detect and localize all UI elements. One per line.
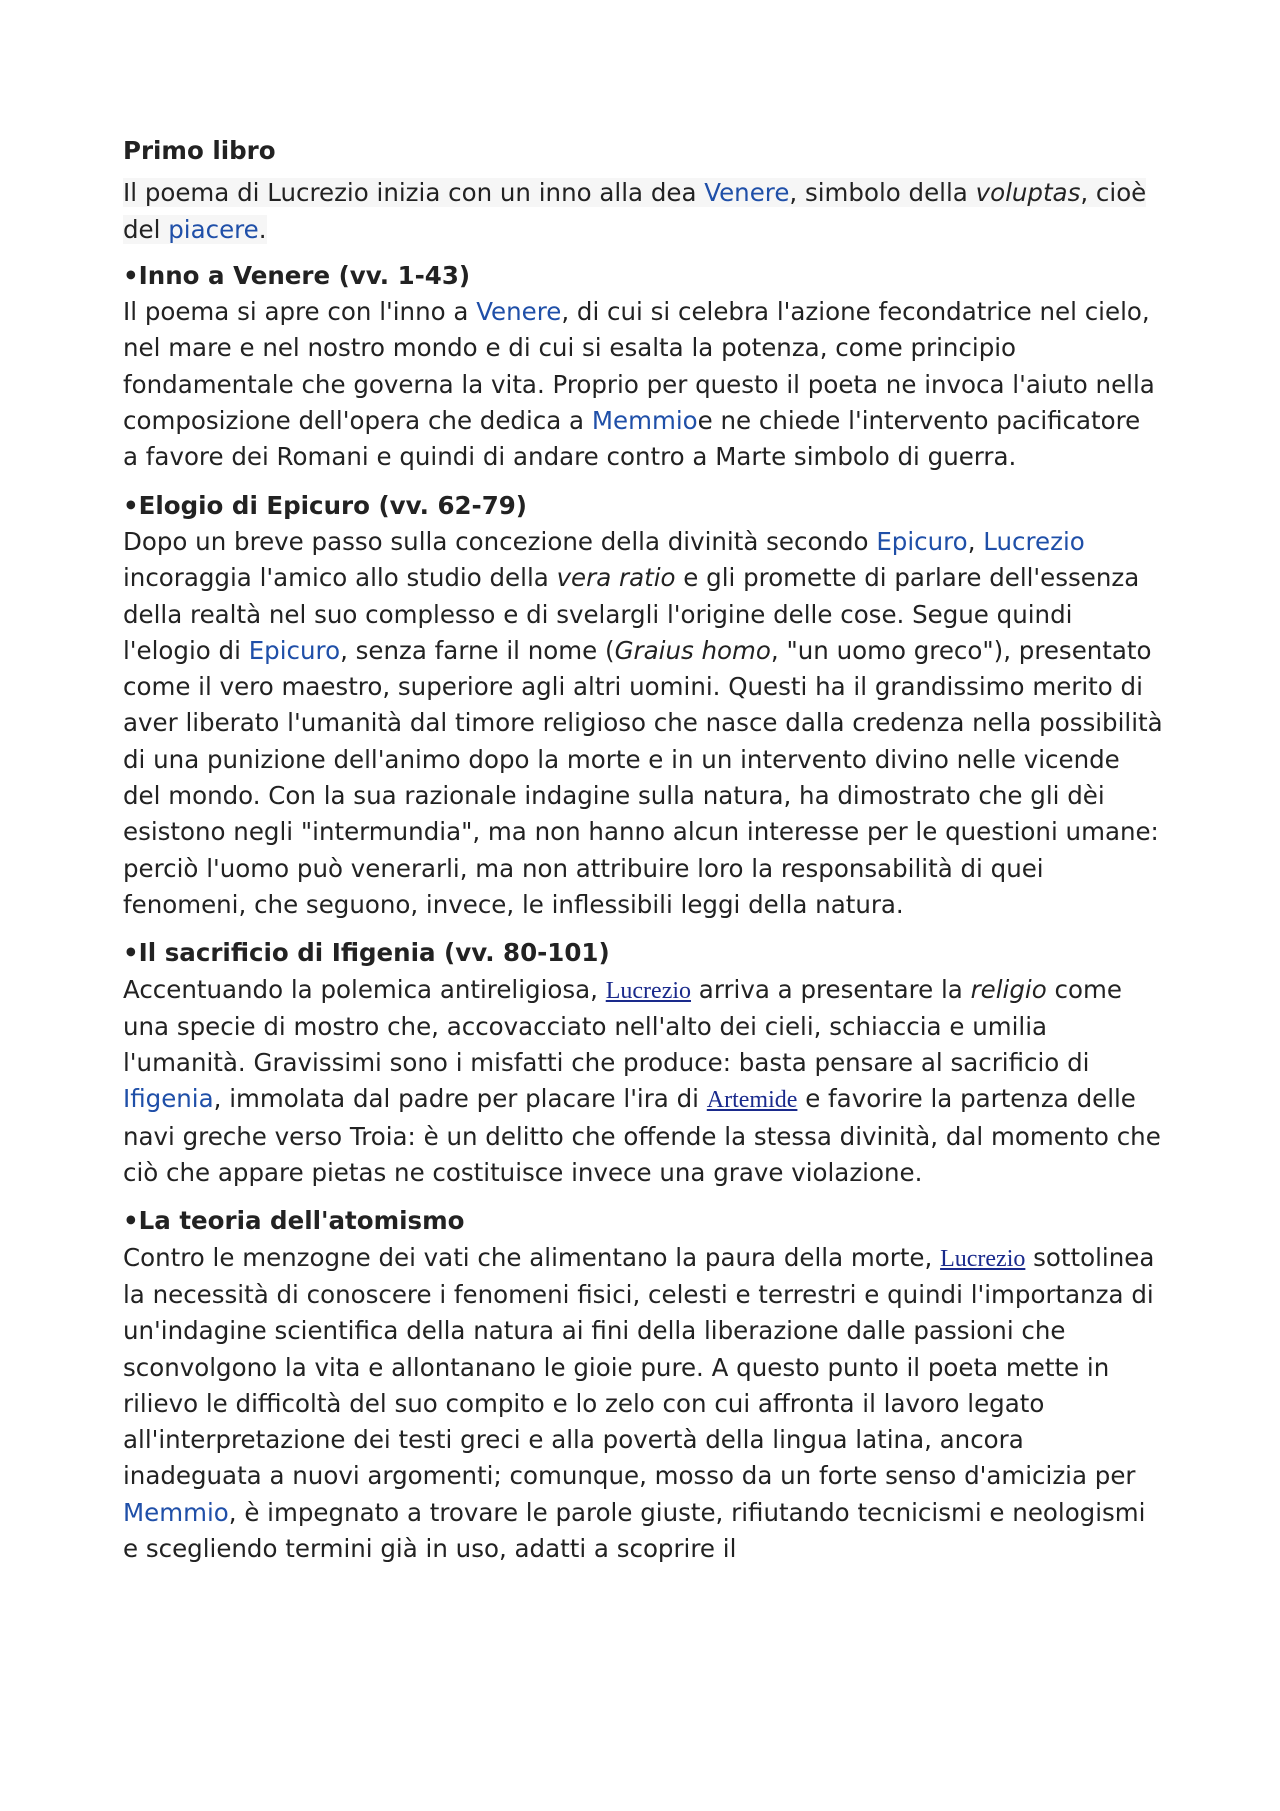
- link-memmio[interactable]: Memmio: [591, 406, 698, 436]
- body-text: , immolata dal padre per placare l'ira di: [213, 1084, 707, 1114]
- body-text: ,: [967, 526, 984, 556]
- link-artemide[interactable]: Artemide: [706, 1087, 798, 1114]
- document-title: Primo libro: [123, 136, 276, 165]
- body-text: incoraggia l'amico allo studio della: [123, 563, 557, 593]
- document-page: [123, 133, 1163, 1579]
- link-lucrezio[interactable]: Lucrezio: [983, 526, 1085, 556]
- body-text: , senza farne il nome (: [340, 635, 615, 665]
- link-ifigenia[interactable]: Ifigenia: [123, 1084, 214, 1114]
- body-text: arriva a presentare la: [691, 974, 971, 1004]
- body-text: Contro le menzogne dei vati che alimentano la paura della morte,: [123, 1242, 941, 1272]
- italic-text: Graius homo: [614, 635, 771, 665]
- section-paragraph-elogio-di-epicuro: [123, 524, 1163, 923]
- link-piacere[interactable]: piacere: [168, 214, 259, 244]
- body-text: e ne chiede l'intervento pacificatore a favore dei Romani e quindi di andare contro a Marte simbolo di guerra.: [123, 406, 1141, 472]
- section-paragraph-inno-a-venere: [123, 294, 1163, 475]
- link-epicuro[interactable]: Epicuro: [876, 526, 968, 556]
- italic-text: religio: [970, 974, 1047, 1004]
- body-text: , "un uomo greco"), presentato come il vero maestro, superiore agli altri uomini. Questi ha il grandissimo merito di aver liberato l'umanità dal timore religioso che nasce dalla credenza nella possibilità di una punizione dell'animo dopo la morte e in un intervento divino nelle vicende del mondo. Con la sua razionale indagine sulla natura, ha dimostrato che gli dèi esistono negli "intermundia", ma non hanno alcun interesse per le questioni umane: perciò l'uomo può venerarli, ma non attribuire loro la responsabilità di quei fenomeni, che seguono, invece, le inflessibili leggi della natura.: [123, 635, 1163, 919]
- link-lucrezio[interactable]: Lucrezio: [605, 977, 692, 1004]
- section-heading-inno-a-venere: •Inno a Venere (vv. 1-43): [123, 260, 471, 290]
- body-text: , di cui si celebra l'azione fecondatrice nel cielo, nel mare e nel nostro mondo e di cui si esalta la potenza, come principio fondamentale che governa la vita. Proprio per questo il poeta ne invoca l'aiuto nella composizione dell'opera che dedica a: [123, 297, 1155, 436]
- intro-text: , simbolo della: [789, 178, 976, 208]
- body-text: Dopo un breve passo sulla concezione della divinità secondo: [123, 526, 877, 556]
- intro-italic: voluptas: [975, 178, 1081, 208]
- body-text: Il poema si apre con l'inno a: [123, 297, 477, 327]
- link-memmio[interactable]: Memmio: [123, 1497, 229, 1527]
- link-epicuro[interactable]: Epicuro: [248, 635, 341, 665]
- section-heading-teoria-atomismo: •La teoria dell'atomismo: [123, 1206, 465, 1236]
- intro-text: Il poema di Lucrezio inizia con un inno alla dea: [123, 178, 705, 208]
- section-heading-elogio-di-epicuro: •Elogio di Epicuro (vv. 62-79): [123, 490, 527, 520]
- section-paragraph-sacrificio-di-ifigenia: [123, 972, 1163, 1192]
- body-text: sottolinea la necessità di conoscere i fenomeni fisici, celesti e terrestri e quindi l'importanza di un'indagine scientifica della natura ai fini della liberazione dalle passioni che sconvolgono la vita e allontanano le gioie pure. A questo punto il poeta mette in rilievo le difficoltà del suo compito e lo zelo con cui affronta il lavoro legato all'interpretazione dei testi greci e alla povertà della lingua latina, ancora inadeguata a nuovi argomenti; comunque, mosso da un forte senso d'amicizia per: [123, 1242, 1155, 1491]
- link-venere[interactable]: Venere: [476, 297, 562, 327]
- body-text: Accentuando la polemica antireligiosa,: [123, 974, 606, 1004]
- intro-paragraph: [123, 175, 1163, 248]
- intro-text: .: [258, 214, 267, 244]
- italic-text: vera ratio: [556, 563, 676, 593]
- section-paragraph-teoria-atomismo: [123, 1240, 1163, 1568]
- link-venere[interactable]: Venere: [704, 178, 790, 208]
- body-text: come una specie di mostro che, accovacciato nell'alto dei cieli, schiaccia e umilia l'umanità. Gravissimi sono i misfatti che produce: basta pensare al sacrificio di: [123, 974, 1122, 1078]
- body-text: e gli promette di parlare dell'essenza della realtà nel suo complesso e di svelargli l'origine delle cose. Segue quindi l'elogio di: [123, 563, 1140, 665]
- link-lucrezio[interactable]: Lucrezio: [940, 1245, 1026, 1272]
- section-heading-sacrificio-di-ifigenia: •Il sacrificio di Ifigenia (vv. 80-101): [123, 938, 610, 968]
- body-text: , è impegnato a trovare le parole giuste, rifiutando tecnicismi e neologismi e scegliendo termini già in uso, adatti a scoprire il: [123, 1497, 1146, 1563]
- body-text: e favorire la partenza delle navi greche verso Troia: è un delitto che offende la stessa divinità, dal momento che ciò che appare pietas ne costituisce invece una grave violazione.: [123, 1084, 1161, 1188]
- intro-text: , cioè del: [123, 178, 1147, 244]
